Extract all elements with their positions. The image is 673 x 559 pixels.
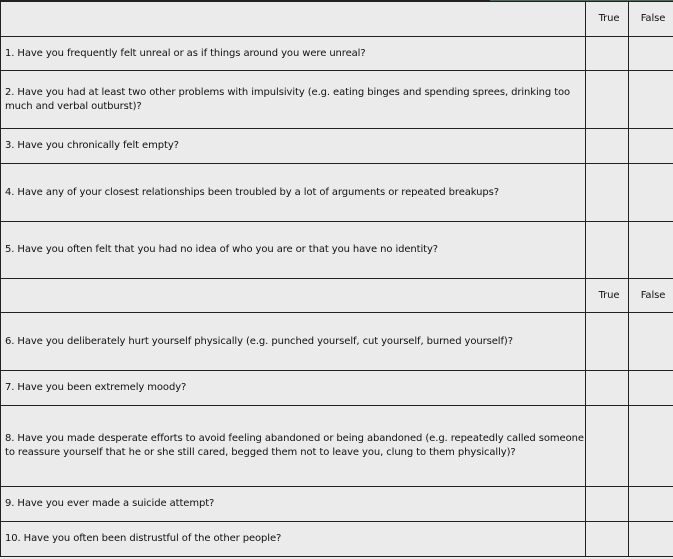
true-answer-cell[interactable]	[586, 129, 629, 164]
true-column-header: True	[586, 2, 629, 37]
true-answer-cell[interactable]	[586, 222, 629, 279]
false-answer-cell[interactable]	[629, 129, 673, 164]
false-answer-cell[interactable]	[629, 71, 673, 129]
question-row	[1, 406, 673, 487]
false-column-header: False	[629, 279, 673, 313]
top-accent-line	[490, 0, 673, 1]
question-text: 8. Have you made desperate efforts to avoid feeling abandoned or being abandoned (e.g. repeatedly called someone to reassure yourself that he or she still cared, begged them not to leave you, clung to them physically)?	[1, 406, 586, 487]
true-answer-cell[interactable]	[586, 37, 629, 71]
question-text: 5. Have you often felt that you had no idea of who you are or that you have no identity?	[1, 222, 586, 279]
question-row	[1, 313, 673, 371]
true-answer-cell[interactable]	[586, 487, 629, 522]
question-row	[1, 71, 673, 129]
false-answer-cell[interactable]	[629, 371, 673, 406]
question-row	[1, 522, 673, 557]
false-answer-cell[interactable]	[629, 37, 673, 71]
header-blank-cell	[1, 279, 586, 313]
question-row	[1, 164, 673, 222]
true-answer-cell[interactable]	[586, 406, 629, 487]
question-text: 6. Have you deliberately hurt yourself physically (e.g. punched yourself, cut yourself, burned yourself)?	[1, 313, 586, 371]
false-answer-cell[interactable]	[629, 406, 673, 487]
question-text: 10. Have you often been distrustful of the other people?	[1, 522, 586, 557]
question-text: 7. Have you been extremely moody?	[1, 371, 586, 406]
header-row	[1, 279, 673, 313]
question-text: 2. Have you had at least two other problems with impulsivity (e.g. eating binges and spending sprees, drinking too much and verbal outburst)?	[1, 71, 586, 129]
true-answer-cell[interactable]	[586, 71, 629, 129]
question-text: 4. Have any of your closest relationships been troubled by a lot of arguments or repeated breakups?	[1, 164, 586, 222]
question-text: 9. Have you ever made a suicide attempt?	[1, 487, 586, 522]
false-column-header: False	[629, 2, 673, 37]
false-answer-cell[interactable]	[629, 487, 673, 522]
question-row	[1, 371, 673, 406]
true-answer-cell[interactable]	[586, 313, 629, 371]
header-row	[1, 2, 673, 37]
question-row	[1, 487, 673, 522]
questionnaire-table	[0, 1, 673, 557]
header-blank-cell	[1, 2, 586, 37]
question-text: 3. Have you chronically felt empty?	[1, 129, 586, 164]
false-answer-cell[interactable]	[629, 222, 673, 279]
false-answer-cell[interactable]	[629, 164, 673, 222]
true-answer-cell[interactable]	[586, 164, 629, 222]
question-row	[1, 37, 673, 71]
true-answer-cell[interactable]	[586, 371, 629, 406]
false-answer-cell[interactable]	[629, 522, 673, 557]
true-column-header: True	[586, 279, 629, 313]
question-row	[1, 129, 673, 164]
question-row	[1, 222, 673, 279]
false-answer-cell[interactable]	[629, 313, 673, 371]
question-text: 1. Have you frequently felt unreal or as if things around you were unreal?	[1, 37, 586, 71]
true-answer-cell[interactable]	[586, 522, 629, 557]
